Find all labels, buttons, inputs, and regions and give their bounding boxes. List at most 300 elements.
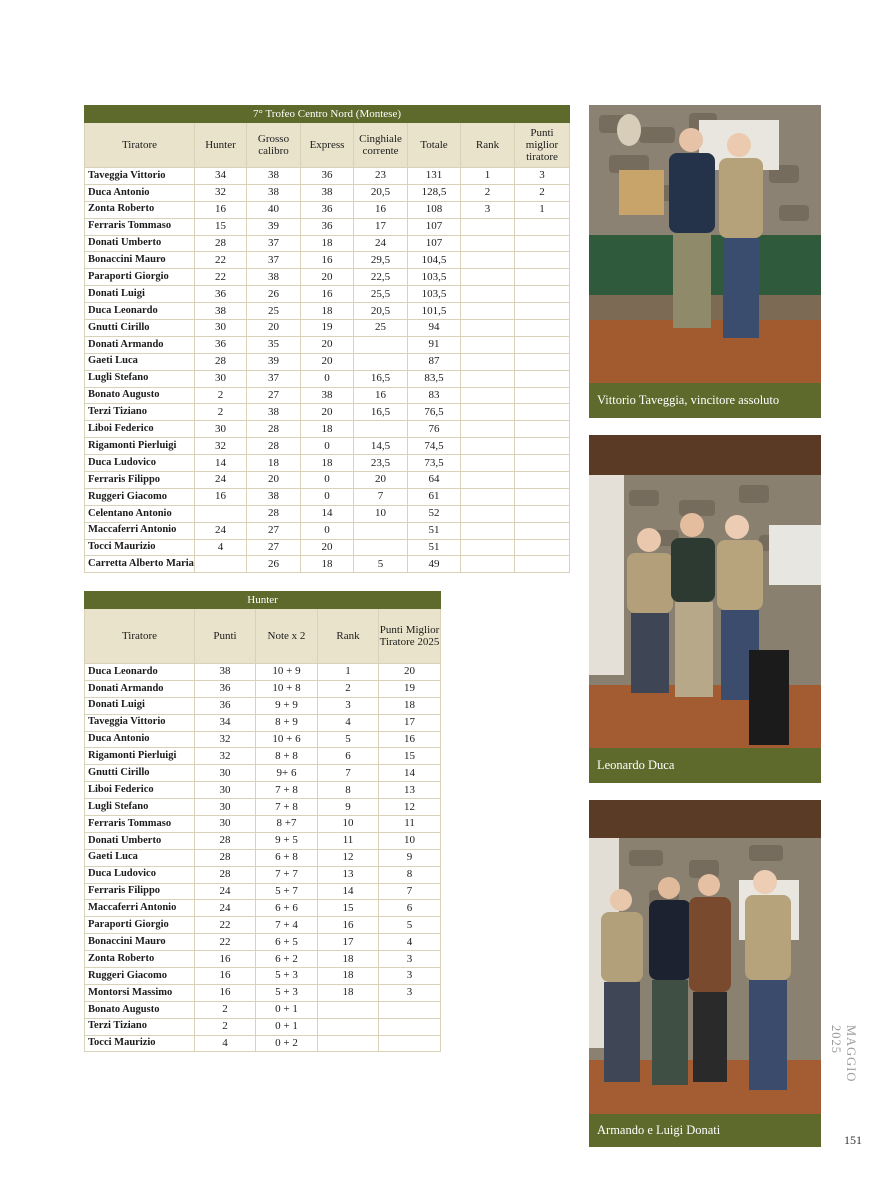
shooter-name: Bonaccini Mauro xyxy=(85,252,195,269)
table-cell: 32 xyxy=(195,748,256,765)
table-cell: 20 xyxy=(301,353,354,370)
table-row xyxy=(85,336,570,353)
table-cell xyxy=(461,235,515,252)
table-row xyxy=(85,832,441,849)
column-header: Express xyxy=(301,123,354,168)
photo-caption: Armando e Luigi Donati xyxy=(589,1114,821,1147)
table-row xyxy=(85,816,441,833)
table-cell: 2 xyxy=(195,1018,256,1035)
table-cell: 14 xyxy=(195,455,247,472)
table-cell: 23 xyxy=(354,168,408,185)
shooter-name: Rigamonti Pierluigi xyxy=(85,438,195,455)
table-cell: 27 xyxy=(247,387,301,404)
table-cell: 18 xyxy=(379,697,441,714)
shooter-name: Paraporti Giorgio xyxy=(85,269,195,286)
table-cell xyxy=(461,387,515,404)
shooter-name: Gnutti Cirillo xyxy=(85,765,195,782)
table-cell: 12 xyxy=(318,849,379,866)
table-cell: 38 xyxy=(247,168,301,185)
shooter-name: Liboi Federico xyxy=(85,782,195,799)
table-cell: 16 xyxy=(354,201,408,218)
table-cell: 73,5 xyxy=(408,455,461,472)
table-cell: 6 + 2 xyxy=(256,951,318,968)
shooter-name: Taveggia Vittorio xyxy=(85,168,195,185)
table-cell: 9 + 5 xyxy=(256,832,318,849)
table-cell: 30 xyxy=(195,370,247,387)
table-cell: 11 xyxy=(318,832,379,849)
photo-caption: Vittorio Taveggia, vincitore assoluto xyxy=(589,383,821,418)
table-cell: 28 xyxy=(247,421,301,438)
table-cell: 103,5 xyxy=(408,269,461,286)
table-cell: 28 xyxy=(195,866,256,883)
table-cell: 61 xyxy=(408,488,461,505)
shooter-name: Ruggeri Giacomo xyxy=(85,968,195,985)
table-cell: 0 xyxy=(301,438,354,455)
table-row xyxy=(85,218,570,235)
table-cell: 25 xyxy=(247,303,301,320)
table-cell xyxy=(515,488,570,505)
table-row xyxy=(85,849,441,866)
table-cell xyxy=(195,556,247,573)
table-row xyxy=(85,714,441,731)
table-cell: 5 + 3 xyxy=(256,968,318,985)
table-cell: 18 xyxy=(318,968,379,985)
shooter-name: Duca Antonio xyxy=(85,184,195,201)
shooter-name: Carretta Alberto Maria xyxy=(85,556,195,573)
table-cell: 24 xyxy=(195,900,256,917)
table-row xyxy=(85,1035,441,1052)
table-cell xyxy=(515,235,570,252)
table-cell: 128,5 xyxy=(408,184,461,201)
table-cell: 51 xyxy=(408,539,461,556)
table-cell: 10 + 8 xyxy=(256,680,318,697)
table-row xyxy=(85,455,570,472)
table-row xyxy=(85,303,570,320)
shooter-name: Donati Umberto xyxy=(85,235,195,252)
shooter-name: Lugli Stefano xyxy=(85,799,195,816)
column-header: Hunter xyxy=(195,123,247,168)
shooter-name: Bonato Augusto xyxy=(85,387,195,404)
table-cell: 28 xyxy=(195,832,256,849)
page-number: 151 xyxy=(844,1133,862,1147)
table-cell: 9+ 6 xyxy=(256,765,318,782)
table-cell: 4 xyxy=(318,714,379,731)
table-row xyxy=(85,488,570,505)
shooter-name: Paraporti Giorgio xyxy=(85,917,195,934)
table-cell: 12 xyxy=(379,799,441,816)
table-cell: 2 xyxy=(318,680,379,697)
table-cell: 107 xyxy=(408,218,461,235)
table-cell: 91 xyxy=(408,336,461,353)
table-cell xyxy=(461,404,515,421)
column-header: Tiratore xyxy=(85,123,195,168)
table-cell: 27 xyxy=(247,522,301,539)
table-cell: 0 + 1 xyxy=(256,1001,318,1018)
table-cell: 36 xyxy=(195,680,256,697)
table-cell: 39 xyxy=(247,218,301,235)
table-cell: 22 xyxy=(195,917,256,934)
table-cell: 26 xyxy=(247,556,301,573)
column-header: Note x 2 xyxy=(256,609,318,664)
column-header: Punti miglior tiratore xyxy=(515,123,570,168)
shooter-name: Ferraris Tommaso xyxy=(85,816,195,833)
table-cell xyxy=(354,539,408,556)
table-cell xyxy=(515,539,570,556)
table-row xyxy=(85,731,441,748)
table-cell: 18 xyxy=(318,951,379,968)
table-row xyxy=(85,184,570,201)
table-cell: 36 xyxy=(195,286,247,303)
table-cell: 13 xyxy=(379,782,441,799)
column-header: Punti Miglior Tiratore 2025 xyxy=(379,609,441,664)
table-cell xyxy=(461,438,515,455)
table-cell: 22 xyxy=(195,934,256,951)
table-cell: 20 xyxy=(301,269,354,286)
table-cell: 6 + 8 xyxy=(256,849,318,866)
table-cell xyxy=(515,421,570,438)
table-cell: 1 xyxy=(461,168,515,185)
table-row xyxy=(85,680,441,697)
table-cell: 101,5 xyxy=(408,303,461,320)
table-cell xyxy=(461,370,515,387)
table-cell xyxy=(461,286,515,303)
table-row xyxy=(85,799,441,816)
table-cell: 32 xyxy=(195,184,247,201)
table-cell: 14 xyxy=(379,765,441,782)
table-cell: 39 xyxy=(247,353,301,370)
table-cell: 18 xyxy=(301,556,354,573)
table-row xyxy=(85,269,570,286)
table-cell xyxy=(515,387,570,404)
table-row xyxy=(85,320,570,337)
table-row xyxy=(85,505,570,522)
shooter-name: Taveggia Vittorio xyxy=(85,714,195,731)
table-cell xyxy=(379,1001,441,1018)
table-row xyxy=(85,404,570,421)
table-cell: 17 xyxy=(318,934,379,951)
photo-leonardo xyxy=(589,435,821,748)
table-cell xyxy=(461,353,515,370)
table-cell xyxy=(461,421,515,438)
table-cell: 37 xyxy=(247,252,301,269)
table-cell: 28 xyxy=(247,438,301,455)
table-cell: 18 xyxy=(318,984,379,1001)
table-cell: 30 xyxy=(195,421,247,438)
table-cell: 6 + 5 xyxy=(256,934,318,951)
shooter-name: Ferraris Tommaso xyxy=(85,218,195,235)
table-cell xyxy=(515,286,570,303)
table-cell: 87 xyxy=(408,353,461,370)
table-cell xyxy=(461,269,515,286)
table-cell: 30 xyxy=(195,782,256,799)
table-cell: 20,5 xyxy=(354,184,408,201)
magazine-issue: MAGGIO 2025 xyxy=(829,1025,858,1083)
table-cell: 18 xyxy=(301,303,354,320)
table-cell: 49 xyxy=(408,556,461,573)
table-cell: 30 xyxy=(195,816,256,833)
table-row xyxy=(85,782,441,799)
table-cell: 2 xyxy=(461,184,515,201)
table-cell: 7 xyxy=(318,765,379,782)
shooter-name: Maccaferri Antonio xyxy=(85,900,195,917)
table-row xyxy=(85,984,441,1001)
shooter-name: Bonato Augusto xyxy=(85,1001,195,1018)
table-cell xyxy=(461,472,515,489)
table-cell: 4 xyxy=(195,539,247,556)
table-row xyxy=(85,168,570,185)
table-cell: 38 xyxy=(247,488,301,505)
table-cell: 94 xyxy=(408,320,461,337)
column-header: Rank xyxy=(461,123,515,168)
shooter-name: Maccaferri Antonio xyxy=(85,522,195,539)
shooter-name: Gaeti Luca xyxy=(85,353,195,370)
shooter-name: Donati Luigi xyxy=(85,286,195,303)
table-row xyxy=(85,421,570,438)
table-cell: 16 xyxy=(195,488,247,505)
table-cell: 30 xyxy=(195,320,247,337)
shooter-name: Duca Ludovico xyxy=(85,866,195,883)
table-cell: 20,5 xyxy=(354,303,408,320)
shooter-name: Zonta Roberto xyxy=(85,951,195,968)
table-cell: 6 + 6 xyxy=(256,900,318,917)
table-cell: 22 xyxy=(195,252,247,269)
table-cell: 74,5 xyxy=(408,438,461,455)
table-cell: 22 xyxy=(195,269,247,286)
table-cell: 10 + 6 xyxy=(256,731,318,748)
table-row xyxy=(85,917,441,934)
shooter-name: Liboi Federico xyxy=(85,421,195,438)
table-row xyxy=(85,370,570,387)
table-cell: 28 xyxy=(195,235,247,252)
table-cell xyxy=(515,505,570,522)
table-cell: 37 xyxy=(247,370,301,387)
table-cell: 7 + 8 xyxy=(256,799,318,816)
table-cell: 24 xyxy=(354,235,408,252)
table-cell: 1 xyxy=(318,664,379,681)
table-cell: 16 xyxy=(195,951,256,968)
table-cell xyxy=(461,539,515,556)
table-cell xyxy=(515,320,570,337)
shooter-name: Duca Leonardo xyxy=(85,303,195,320)
table-cell: 16,5 xyxy=(354,404,408,421)
table-row xyxy=(85,556,570,573)
table-row xyxy=(85,934,441,951)
table-cell: 7 + 7 xyxy=(256,866,318,883)
table-cell: 20 xyxy=(301,336,354,353)
shooter-name: Bonaccini Mauro xyxy=(85,934,195,951)
table-cell: 25 xyxy=(354,320,408,337)
table-cell xyxy=(515,353,570,370)
table-cell: 35 xyxy=(247,336,301,353)
shooter-name: Duca Ludovico xyxy=(85,455,195,472)
shooter-name: Lugli Stefano xyxy=(85,370,195,387)
table-cell: 32 xyxy=(195,438,247,455)
table-cell xyxy=(195,505,247,522)
table-cell: 4 xyxy=(195,1035,256,1052)
photo-donati xyxy=(589,800,821,1114)
table-row xyxy=(85,765,441,782)
table-cell: 0 xyxy=(301,472,354,489)
table-cell xyxy=(354,353,408,370)
shooter-name: Zonta Roberto xyxy=(85,201,195,218)
table-cell: 10 xyxy=(318,816,379,833)
table-cell: 3 xyxy=(379,968,441,985)
column-header: Grosso calibro xyxy=(247,123,301,168)
table-cell xyxy=(515,438,570,455)
table-cell: 34 xyxy=(195,714,256,731)
table-row xyxy=(85,539,570,556)
table-cell: 15 xyxy=(379,748,441,765)
table-cell: 18 xyxy=(301,235,354,252)
table-cell: 4 xyxy=(379,934,441,951)
table-cell: 10 xyxy=(379,832,441,849)
table-cell: 7 xyxy=(354,488,408,505)
trofeo-results-table xyxy=(84,105,570,573)
table-cell: 32 xyxy=(195,731,256,748)
table-row xyxy=(85,235,570,252)
table-cell: 20 xyxy=(247,320,301,337)
table-cell xyxy=(354,336,408,353)
table-cell: 28 xyxy=(247,505,301,522)
table-cell: 52 xyxy=(408,505,461,522)
table-cell: 16 xyxy=(379,731,441,748)
table-cell: 16 xyxy=(195,201,247,218)
table-cell: 18 xyxy=(301,455,354,472)
photo-block-2 xyxy=(589,435,821,783)
table-cell: 20 xyxy=(301,404,354,421)
shooter-name: Duca Leonardo xyxy=(85,664,195,681)
table-cell: 3 xyxy=(515,168,570,185)
table-row xyxy=(85,866,441,883)
table-cell: 8 +7 xyxy=(256,816,318,833)
table-cell: 3 xyxy=(379,951,441,968)
table-cell: 107 xyxy=(408,235,461,252)
table-row xyxy=(85,951,441,968)
column-header: Tiratore xyxy=(85,609,195,664)
table-cell: 10 + 9 xyxy=(256,664,318,681)
table-cell: 30 xyxy=(195,799,256,816)
table-cell xyxy=(515,370,570,387)
table-cell xyxy=(515,269,570,286)
table-cell xyxy=(461,252,515,269)
table-row xyxy=(85,883,441,900)
table-cell: 104,5 xyxy=(408,252,461,269)
table-cell xyxy=(318,1001,379,1018)
table-cell xyxy=(515,218,570,235)
table-cell: 16 xyxy=(195,968,256,985)
table-cell: 16 xyxy=(318,917,379,934)
table-cell: 6 xyxy=(379,900,441,917)
table-cell: 14 xyxy=(318,883,379,900)
table-cell xyxy=(318,1035,379,1052)
table-cell: 27 xyxy=(247,539,301,556)
column-header: Cinghiale corrente xyxy=(354,123,408,168)
shooter-name: Ruggeri Giacomo xyxy=(85,488,195,505)
table-cell: 7 + 4 xyxy=(256,917,318,934)
table-title: 7° Trofeo Centro Nord (Montese) xyxy=(85,106,570,123)
table-row xyxy=(85,522,570,539)
shooter-name: Ferraris Filippo xyxy=(85,883,195,900)
table-cell: 11 xyxy=(379,816,441,833)
table-cell: 30 xyxy=(195,765,256,782)
photo-winner xyxy=(589,105,821,383)
table-cell: 13 xyxy=(318,866,379,883)
table-cell: 83,5 xyxy=(408,370,461,387)
table-row xyxy=(85,664,441,681)
table-cell: 2 xyxy=(195,387,247,404)
table-cell xyxy=(515,404,570,421)
table-cell: 8 + 9 xyxy=(256,714,318,731)
table-cell: 6 xyxy=(318,748,379,765)
table-cell: 15 xyxy=(195,218,247,235)
table-cell: 20 xyxy=(247,472,301,489)
table-cell: 34 xyxy=(195,168,247,185)
hunter-results-table xyxy=(84,591,441,1052)
table-cell: 18 xyxy=(247,455,301,472)
table-row xyxy=(85,1018,441,1035)
column-header: Totale xyxy=(408,123,461,168)
table-cell: 15 xyxy=(318,900,379,917)
table-row xyxy=(85,900,441,917)
table-row xyxy=(85,387,570,404)
table-cell: 20 xyxy=(301,539,354,556)
table-cell: 36 xyxy=(195,697,256,714)
table-cell: 8 xyxy=(318,782,379,799)
table-cell xyxy=(461,336,515,353)
shooter-name: Duca Antonio xyxy=(85,731,195,748)
table-cell: 38 xyxy=(247,184,301,201)
table-cell: 20 xyxy=(379,664,441,681)
table-cell: 25,5 xyxy=(354,286,408,303)
table-cell xyxy=(379,1018,441,1035)
table-cell: 3 xyxy=(318,697,379,714)
table-cell: 108 xyxy=(408,201,461,218)
table-cell xyxy=(461,488,515,505)
table-row xyxy=(85,1001,441,1018)
table-cell: 23,5 xyxy=(354,455,408,472)
table-cell xyxy=(461,505,515,522)
table-cell xyxy=(354,522,408,539)
table-cell: 16 xyxy=(354,387,408,404)
shooter-name: Ferraris Filippo xyxy=(85,472,195,489)
table-row xyxy=(85,748,441,765)
table-cell: 36 xyxy=(301,201,354,218)
table-cell: 19 xyxy=(379,680,441,697)
shooter-name: Celentano Antonio xyxy=(85,505,195,522)
table-cell: 5 + 3 xyxy=(256,984,318,1001)
table-cell xyxy=(461,303,515,320)
shooter-name: Gnutti Cirillo xyxy=(85,320,195,337)
table-cell: 28 xyxy=(195,849,256,866)
table-cell: 24 xyxy=(195,522,247,539)
shooter-name: Donati Luigi xyxy=(85,697,195,714)
table-cell: 5 xyxy=(318,731,379,748)
table-cell: 14,5 xyxy=(354,438,408,455)
table-cell: 10 xyxy=(354,505,408,522)
table-cell xyxy=(461,218,515,235)
table-cell: 14 xyxy=(301,505,354,522)
table-cell xyxy=(461,320,515,337)
shooter-name: Donati Umberto xyxy=(85,832,195,849)
table-cell: 9 xyxy=(318,799,379,816)
table-cell: 36 xyxy=(301,168,354,185)
table-cell xyxy=(515,455,570,472)
table-cell xyxy=(515,336,570,353)
table-cell: 37 xyxy=(247,235,301,252)
table-cell xyxy=(515,472,570,489)
table-cell: 22,5 xyxy=(354,269,408,286)
shooter-name: Montorsi Massimo xyxy=(85,984,195,1001)
